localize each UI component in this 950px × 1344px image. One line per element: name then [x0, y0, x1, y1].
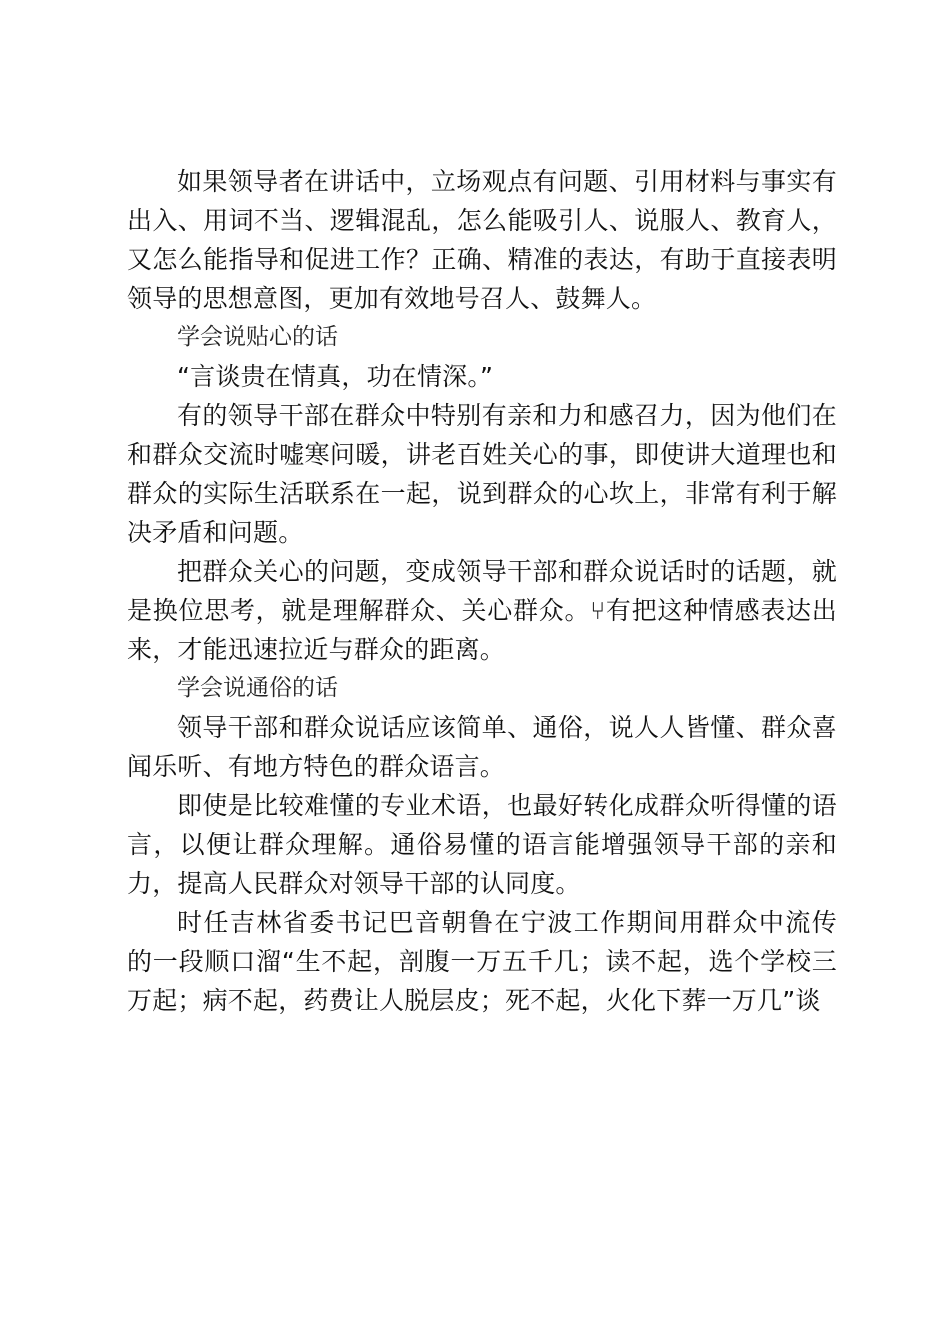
document-body	[127, 162, 837, 1020]
paragraph-quote: “言谈贵在情真，功在情深。”	[177, 362, 494, 391]
paragraph-jargon: 即使是比较难懂的专业术语，也最好转化成群众听得懂的语言，以便让群众理解。通俗易懂的语言能增强领导干部的亲和力，提高人民群众对领导干部的认同度。	[127, 791, 837, 898]
paragraph-empathy: 把群众关心的问题，变成领导干部和群众说话时的话题，就是换位思考，就是理解群众、关心群众。⑂有把这种情感表达出来，才能迅速拉近与群众的距离。	[127, 557, 837, 664]
paragraph-affinity: 有的领导干部在群众中特别有亲和力和感召力，因为他们在和群众交流时嘘寒问暖，讲老百姓关心的事，即使讲大道理也和群众的实际生活联系在一起，说到群众的心坎上，非常有利于解决矛盾和问题。	[127, 401, 837, 547]
paragraph-simple-language: 领导干部和群众说话应该简单、通俗，说人人皆懂、群众喜闻乐听、有地方特色的群众语言。	[127, 713, 837, 781]
paragraph-accurate-expression: 如果领导者在讲话中，立场观点有问题、引用材料与事实有出入、用词不当、逻辑混乱，怎么能吸引人、说服人、教育人，又怎么能指导和促进工作？正确、精准的表达，有助于直接表明领导的思想意图，更加有效地号召人、鼓舞人。	[127, 167, 837, 313]
heading-heartfelt-words: 学会说贴心的话	[177, 324, 338, 350]
paragraph-example: 时任吉林省委书记巴音朝鲁在宁波工作期间用群众中流传 的一段顺口溜“生不起，剖腹一万五千几；读不起，选个学校三万起；病不起，药费让人脱层皮；死不起，火化下葬一万几”谈	[127, 908, 837, 1015]
heading-plain-words: 学会说通俗的话	[177, 675, 338, 701]
